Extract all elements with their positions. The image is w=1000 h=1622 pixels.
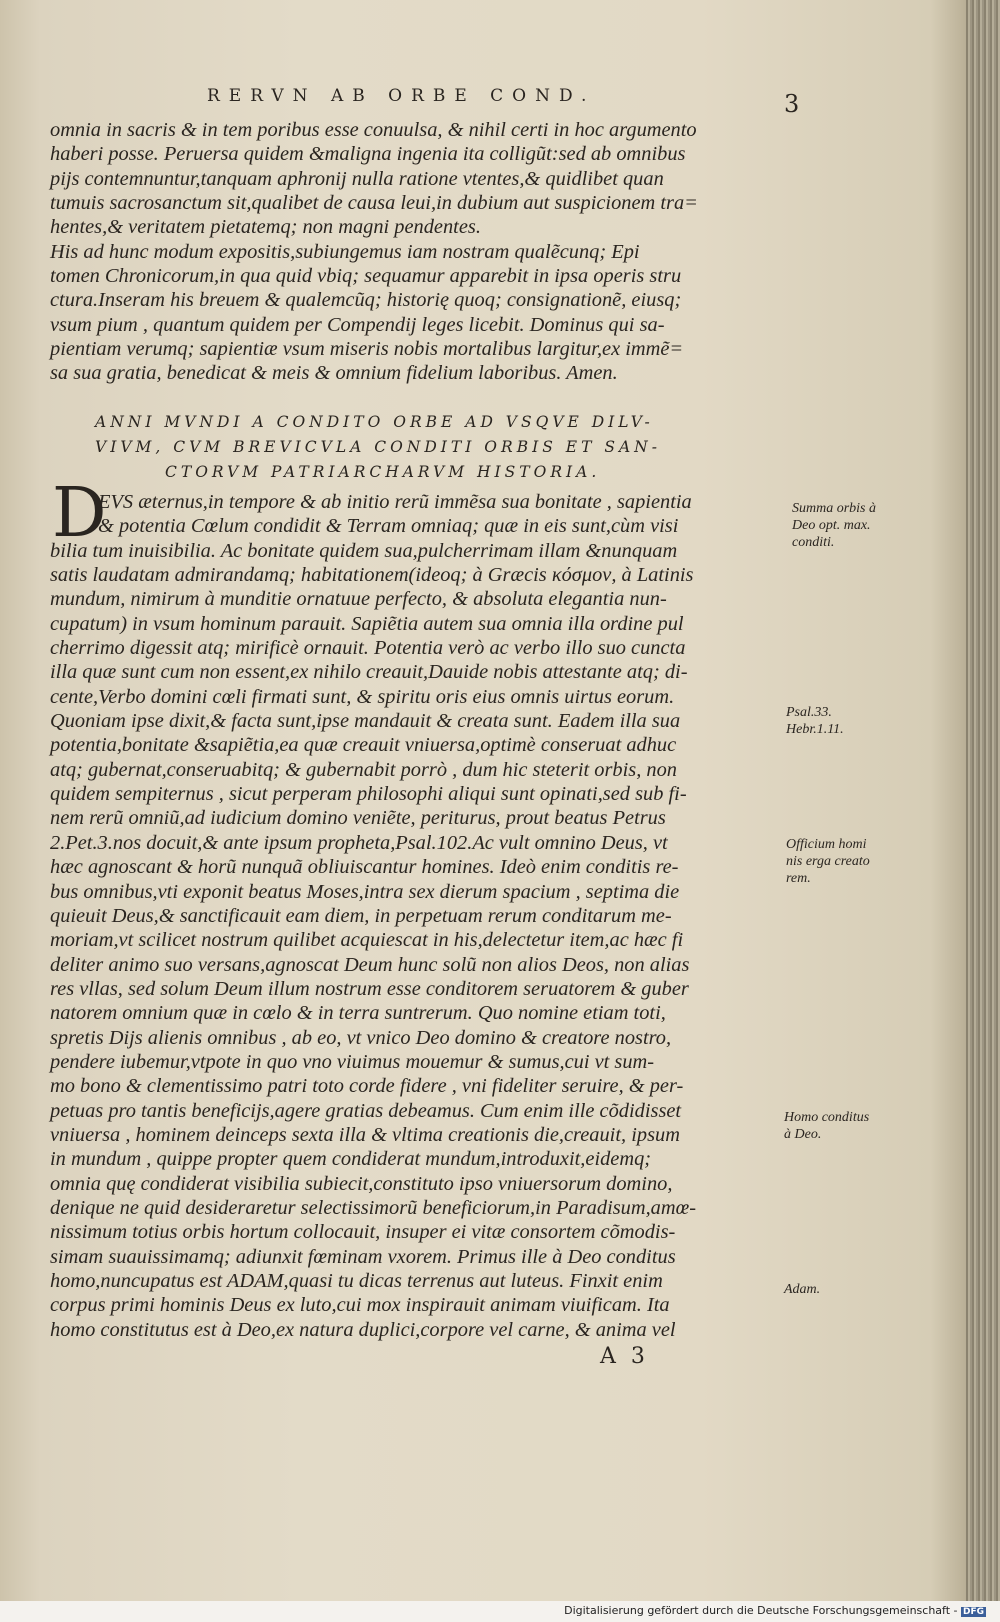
text-line: cherrimo digessit atq; mirificè ornauit. Potentia verò ac verbo illo suo cuncta [50,637,686,660]
text-line: mo bono & clementissimo patri toto corde fidere , vni fideliter seruire, & per- [50,1075,684,1098]
marginal-line: rem. [786,871,811,886]
text-line: vsum pium , quantum quidem per Compendij leges licebit. Dominus qui sa- [50,313,665,336]
text-line: deliter animo suo versans,agnoscat Deum hunc solũ non alios Deos, non alias [50,953,690,976]
marginal-line: Adam. [784,1282,821,1297]
text-line: pendere iubemur,vtpote in quo vno viuimus mouemur & sumus,cui vt sum- [50,1050,655,1073]
marginal-line: Deo opt. max. [792,518,871,533]
text-line: haberi posse. Peruersa quidem &maligna ingenia ita colligũt:sed ab omnibus [50,143,686,166]
text-line: homo constitutus est à Deo,ex natura duplici,corpore vel carne, & anima vel [50,1318,676,1341]
text-line: tumuis sacrosanctum sit,qualibet de causa leui,in dubium aut suspicionem tra= [50,192,698,215]
heading-line: ANNI MVNDI A CONDITO ORBE AD VSQVE DILV- [95,413,654,431]
text-line: EVS æternus,in tempore & ab initio rerũ immẽsa sua bonitate , sapientia [98,491,692,513]
text-line: spretis Dijs alienis omnibus , ab eo, vt vnico Deo domino & creatore nostro, [50,1026,672,1049]
marginal-line: Officium homi [786,837,867,852]
main-text [50,490,790,1342]
text-line: natorem omnium quæ in cœlo & in terra suntrerum. Quo nomine etiam toti, [50,1002,666,1025]
marginal-line: nis erga creato [786,854,870,869]
text-line: omnia in sacris & in tem poribus esse conuulsa, & nihil certi in hoc argumento [50,119,697,141]
text-line: atq; gubernat,conseruabitq; & gubernabit porrò , dum hic steterit orbis, non [50,758,677,781]
footer-credit [564,1604,986,1617]
top-paragraph [50,118,790,386]
text-line: potentia,bonitate &sapiẽtia,ea quæ creauit vniuersa,optimè conseruat adhuc [50,734,677,757]
marginal-line: Psal.33. [786,705,832,720]
page-block-edge [966,0,1000,1622]
text-line: vniuersa , hominem deinceps sexta illa & vltima creationis die,creauit, ipsum [50,1123,680,1146]
text-line: quieuit Deus,& sanctificauit eam diem, in perpetuam rerum conditarum me- [50,904,672,927]
marginal-note [786,704,844,738]
marginal-line: à Deo. [784,1127,822,1142]
text-line: hentes,& veritatem pietatemq; non magni pendentes. [50,216,481,239]
marginal-note [784,1109,869,1143]
text-line: moriam,vt scilicet nostrum quilibet acquiescat in his,delectetur item,ac hæc fi [50,929,684,952]
heading-line: CTORVM PATRIARCHARVM HISTORIA. [165,463,601,481]
text-line: in mundum , quippe propter quem condiderat mundum,introduxit,eidemq; [50,1148,652,1171]
marginal-note [786,836,870,887]
text-line: homo,nuncupatus est ADAM,quasi tu dicas terrenus aut luteus. Finxit enim [50,1270,663,1292]
text-line: mundum, nimirum à munditie ornatuue perfecto, & absoluta elegantia nun- [50,588,667,611]
text-line: petuas pro tantis beneficijs,agere gratias debeamus. Cum enim ille cõdidisset [50,1099,682,1122]
text-line: tomen Chronicorum,in qua quid vbiq; sequamur apparebit in ipsa operis stru [50,265,682,288]
text-line: cupatum) in vsum hominum parauit. Sapiẽtia autem sua omnia illa ordine pul [50,612,684,635]
text-line: 2.Pet.3.nos docuit,& ante ipsum propheta,Psal.102.Ac vult omnino Deus, vt [50,831,668,854]
text-line: corpus primi hominis Deus ex luto,cui mox inspirauit animam viuificam. Ita [50,1294,670,1317]
text-line: hæc agnoscant & horũ nunquã obliuiscantur homines. Ideò enim conditis re- [50,856,679,879]
text-line: quidem sempiternus , sicut perperam philosophi aliqui sunt opinati,sed sub fi- [50,783,687,806]
text-line: nissimum totius orbis hortum collocauit, insuper ei vitæ consortem cõmodis- [50,1221,676,1244]
text-line: sa sua gratia, benedicat & meis & omnium fidelium laboribus. Amen. [50,362,618,385]
running-head: RERVN AB ORBE COND. [207,86,596,106]
footer-text: Digitalisierung gefördert durch die Deutsche Forschungsgemeinschaft - [564,1604,958,1617]
text-line: nem rerũ omniũ,ad iudicium domino veniẽte, periturus, prout beatus Petrus [50,807,666,830]
text-line: simam suauissimamq; adiunxit fœminam vxorem. Primus ille à Deo conditus [50,1245,676,1268]
text-line: pientiam verumq; sapientiæ vsum miseris nobis mortalibus largitur,ex immẽ= [50,338,684,361]
footer-bar [0,1601,1000,1622]
marginal-note [784,1281,820,1298]
page-number: 3 [784,90,800,118]
text-line: illa quæ sunt cum non essent,ex nihilo creauit,Dauide nobis attestante atq; di- [50,661,688,684]
text-line: cente,Verbo domini cœli firmati sunt, & spiritu oris eius omnis uirtus eorum. [50,685,675,708]
marginal-note [792,500,876,551]
chapter-heading [95,410,775,485]
marginal-line: conditi. [792,535,835,550]
text-line: denique ne quid desideraretur selectissimorũ beneficiorum,in Paradisum,amœ- [50,1196,696,1219]
text-line: ctura.Inseram his breuem & qualemcũq; historię quoq; consignationẽ, eiusq; [50,289,682,312]
text-line: pijs contemnuntur,tanquam aphronij nulla ratione vtentes,& quidlibet quan [50,167,664,190]
drop-cap: D [52,474,107,553]
dfg-logo: DFG [962,1607,984,1617]
text-line: omnia quę condiderat visibilia subiecit,constituto ipso vniuersorum domino, [50,1172,673,1195]
text-line: bilia tum inuisibilia. Ac bonitate quidem sua,pulcherrimam illam &nunquam [50,539,678,562]
text-line: bus omnibus,vti exponit beatus Moses,intra sex dierum spacium , septima die [50,880,680,903]
marginal-line: Summa orbis à [792,501,877,516]
text-line: res vllas, sed solum Deum illum nostrum esse conditorem seruatorem & guber [50,977,689,1000]
marginal-line: Hebr.1.11. [786,722,844,737]
marginal-line: Homo conditus [784,1110,870,1125]
text-line: Quoniam ipse dixit,& facta sunt,ipse mandauit & creata sunt. Eadem illa sua [50,710,681,733]
signature-mark: A 3 [600,1344,649,1369]
text-line: satis laudatam admirandamq; habitationem(ideoq; à Græcis κόσμον, à Latinis [50,564,694,587]
text-line: & potentia Cœlum condidit & Terram omniaq; quæ in eis sunt,cùm visi [98,515,679,538]
text-line: His ad hunc modum expositis,subiungemus iam nostram qualẽcunq; Epi [50,240,640,263]
heading-line: VIVM, CVM BREVICVLA CONDITI ORBIS ET SAN- [95,438,661,456]
